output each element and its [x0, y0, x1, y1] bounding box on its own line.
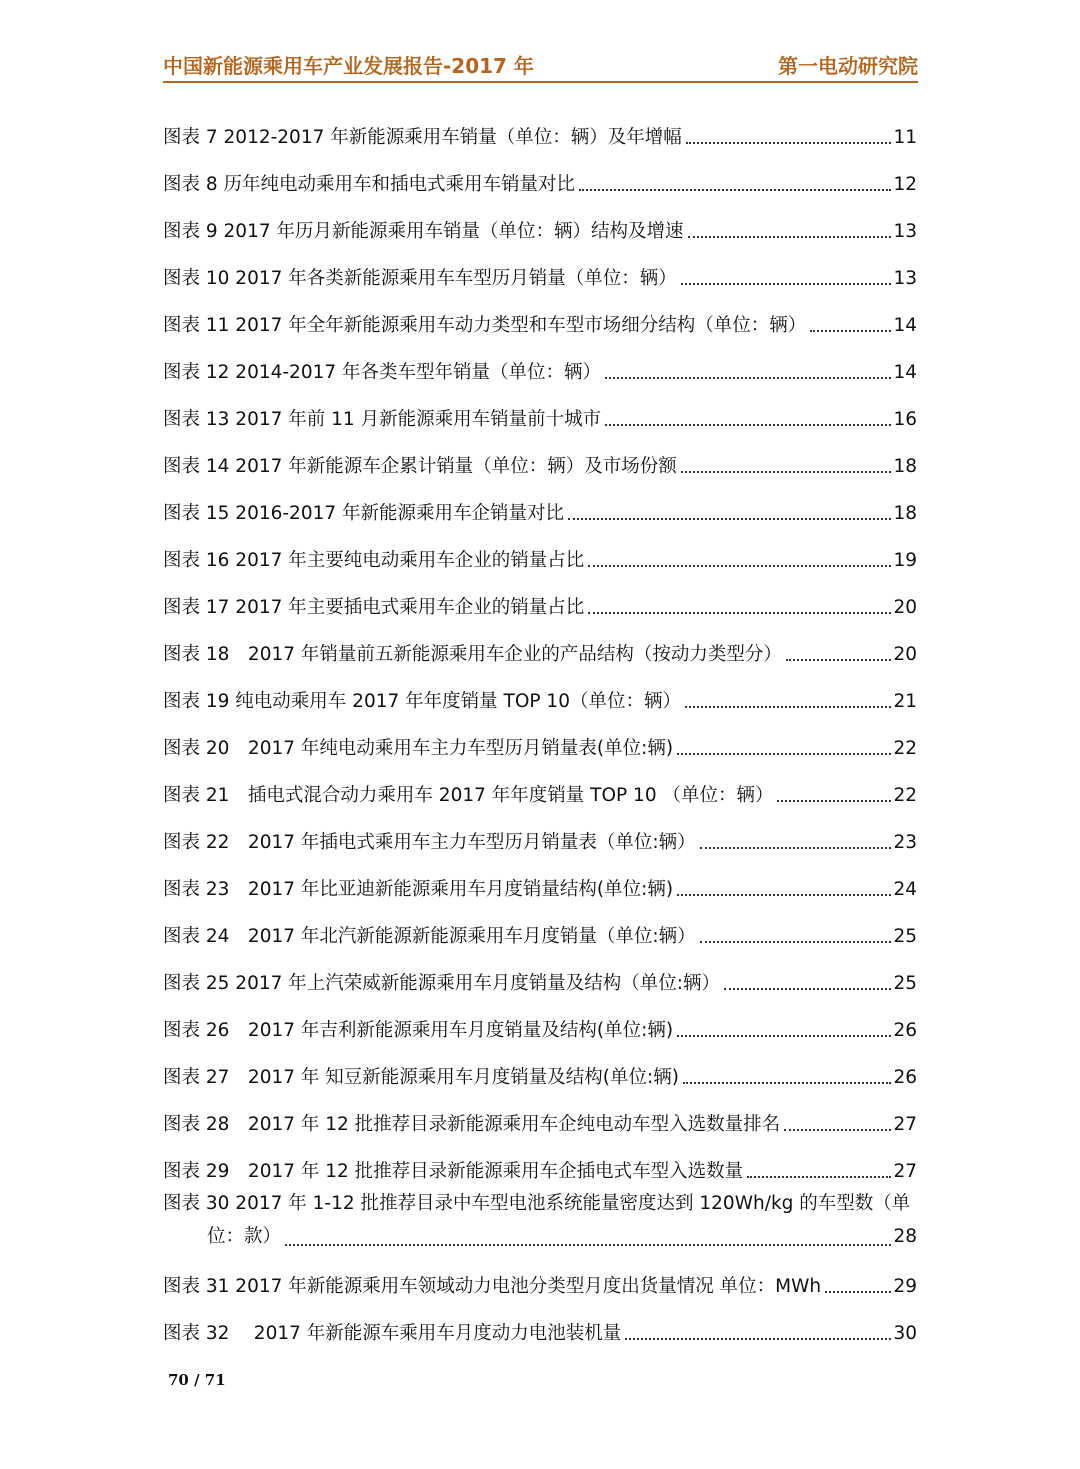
- dot-leader: [686, 142, 892, 144]
- toc-entry-page: 27: [893, 1161, 917, 1182]
- toc-entry-wrapped[interactable]: [163, 1185, 917, 1253]
- toc-entry[interactable]: [163, 104, 917, 151]
- dot-leader: [825, 1291, 891, 1293]
- toc-entry-page: 19: [893, 550, 917, 571]
- toc-entry-label: 图表 18 2017 年销量前五新能源乘用车企业的产品结构（按动力类型分）: [163, 644, 782, 665]
- toc-entry-label: 图表 17 2017 年主要插电式乘用车企业的销量占比: [163, 597, 585, 618]
- toc-entry-page: 21: [893, 691, 917, 712]
- dot-leader: [677, 894, 891, 896]
- toc-entry-label: 图表 23 2017 年比亚迪新能源乘用车月度销量结构(单位:辆): [163, 879, 674, 900]
- toc-entry-label: 图表 28 2017 年 12 批推荐目录新能源乘用车企纯电动车型入选数量排名: [163, 1114, 781, 1135]
- report-title: 中国新能源乘用车产业发展报告-2017 年: [163, 54, 534, 78]
- dot-leader: [568, 518, 891, 520]
- dot-leader: [677, 1035, 891, 1037]
- toc-entry[interactable]: [163, 151, 917, 198]
- toc-entry-page: 16: [893, 409, 917, 430]
- toc-entry-label: 图表 19 纯电动乘用车 2017 年年度销量 TOP 10（单位：辆）: [163, 691, 681, 712]
- dot-leader: [700, 941, 892, 943]
- toc-entry[interactable]: [163, 903, 917, 950]
- toc-entry-page: 26: [893, 1020, 917, 1041]
- toc-entry-label: 图表 11 2017 年全年新能源乘用车动力类型和车型市场细分结构（单位：辆）: [163, 315, 807, 336]
- toc-entry-label: 图表 21 插电式混合动力乘用车 2017 年年度销量 TOP 10 （单位：辆）: [163, 785, 774, 806]
- dot-leader: [588, 565, 891, 567]
- toc-entry-page: 14: [893, 315, 917, 336]
- dot-leader: [724, 988, 891, 990]
- toc-entry[interactable]: [163, 1300, 917, 1347]
- toc-entry[interactable]: [163, 1044, 917, 1091]
- toc-entry-label: 图表 32 2017 年新能源车乘用车月度动力电池装机量: [163, 1323, 622, 1344]
- toc-entry[interactable]: [163, 1138, 917, 1185]
- dot-leader: [579, 189, 891, 191]
- toc-entry[interactable]: [163, 433, 917, 480]
- toc-entry[interactable]: [163, 762, 917, 809]
- table-of-figures: [163, 104, 917, 1347]
- toc-entry-page: 18: [893, 456, 917, 477]
- toc-entry-label: 图表 15 2016-2017 年新能源乘用车企销量对比: [163, 503, 565, 524]
- toc-entry-label: 图表 9 2017 年历月新能源乘用车销量（单位：辆）结构及增速: [163, 221, 684, 242]
- toc-entry-label: 图表 26 2017 年吉利新能源乘用车月度销量及结构(单位:辆): [163, 1020, 674, 1041]
- toc-entry[interactable]: [163, 621, 917, 668]
- toc-entry-page: 20: [893, 597, 917, 618]
- toc-entry[interactable]: [163, 1091, 917, 1138]
- dot-leader: [677, 753, 891, 755]
- organization-name: 第一电动研究院: [778, 54, 918, 78]
- toc-entry-page: 22: [893, 785, 917, 806]
- toc-entry[interactable]: [163, 856, 917, 903]
- toc-entry-label: 图表 24 2017 年北汽新能源新能源乘用车月度销量（单位:辆）: [163, 926, 696, 947]
- toc-entry[interactable]: [163, 809, 917, 856]
- toc-entry[interactable]: [163, 339, 917, 386]
- toc-entry-page: 13: [893, 221, 917, 242]
- dot-leader: [747, 1176, 891, 1178]
- dot-leader: [681, 283, 892, 285]
- toc-entry-label: 图表 14 2017 年新能源车企累计销量（单位：辆）及市场份额: [163, 456, 677, 477]
- dot-leader: [786, 659, 892, 661]
- page-number: 70 / 71: [168, 1371, 226, 1389]
- toc-entry-page: 22: [893, 738, 917, 759]
- dot-leader: [605, 424, 891, 426]
- toc-entry[interactable]: [163, 574, 917, 621]
- toc-entry-label-line1: 图表 30 2017 年 1-12 批推荐目录中车型电池系统能量密度达到 120Wh/kg 的车型数（单: [163, 1193, 911, 1214]
- dot-leader: [625, 1338, 891, 1340]
- dot-leader: [605, 377, 891, 379]
- toc-entry-label: 图表 16 2017 年主要纯电动乘用车企业的销量占比: [163, 550, 585, 571]
- toc-entry[interactable]: [163, 292, 917, 339]
- toc-entry-label: 图表 10 2017 年各类新能源乘用车车型历月销量（单位：辆）: [163, 268, 677, 289]
- dot-leader: [688, 236, 892, 238]
- toc-entry[interactable]: [163, 480, 917, 527]
- toc-entry-page: 27: [893, 1114, 917, 1135]
- toc-entry-label-line2: 位：款）: [207, 1226, 282, 1247]
- toc-entry-label: 图表 25 2017 年上汽荣威新能源乘用车月度销量及结构（单位:辆）: [163, 973, 720, 994]
- dot-leader: [810, 330, 891, 332]
- toc-entry-label: 图表 7 2012-2017 年新能源乘用车销量（单位：辆）及年增幅: [163, 127, 682, 148]
- toc-entry-label: 图表 31 2017 年新能源乘用车领域动力电池分类型月度出货量情况 单位：MWh: [163, 1276, 822, 1297]
- toc-entry-page: 18: [893, 503, 917, 524]
- dot-leader: [777, 800, 891, 802]
- toc-entry-page: 24: [893, 879, 917, 900]
- dot-leader: [285, 1244, 891, 1246]
- toc-entry[interactable]: [163, 950, 917, 997]
- toc-entry-page: 20: [893, 644, 917, 665]
- toc-entry-page: 14: [893, 362, 917, 383]
- toc-entry-label: 图表 13 2017 年前 11 月新能源乘用车销量前十城市: [163, 409, 602, 430]
- toc-entry-label: 图表 12 2014-2017 年各类车型年销量（单位：辆）: [163, 362, 602, 383]
- toc-entry[interactable]: [163, 245, 917, 292]
- toc-entry-page: 23: [893, 832, 917, 853]
- toc-entry-page: 29: [893, 1276, 917, 1297]
- dot-leader: [700, 847, 892, 849]
- toc-entry[interactable]: [163, 198, 917, 245]
- toc-entry-page: 26: [893, 1067, 917, 1088]
- toc-entry[interactable]: [163, 527, 917, 574]
- toc-entry-page: 13: [893, 268, 917, 289]
- toc-entry-page: 30: [893, 1323, 917, 1344]
- header-divider: [163, 81, 918, 83]
- dot-leader: [681, 471, 892, 473]
- toc-entry[interactable]: [163, 715, 917, 762]
- toc-entry-page: 28: [893, 1226, 917, 1247]
- toc-entry-page: 12: [893, 174, 917, 195]
- toc-entry[interactable]: [163, 386, 917, 433]
- toc-entry-label: 图表 29 2017 年 12 批推荐目录新能源乘用车企插电式车型入选数量: [163, 1161, 744, 1182]
- toc-entry-page: 11: [893, 127, 917, 148]
- dot-leader: [683, 1082, 892, 1084]
- toc-entry[interactable]: [163, 668, 917, 715]
- toc-entry-label: 图表 20 2017 年纯电动乘用车主力车型历月销量表(单位:辆): [163, 738, 674, 759]
- toc-entry-page: 25: [893, 973, 917, 994]
- dot-leader: [685, 706, 891, 708]
- dot-leader: [784, 1129, 891, 1131]
- toc-entry-page: 25: [893, 926, 917, 947]
- toc-entry-label: 图表 27 2017 年 知豆新能源乘用车月度销量及结构(单位:辆): [163, 1067, 679, 1088]
- page-header: [163, 50, 918, 82]
- dot-leader: [588, 612, 891, 614]
- toc-entry-label: 图表 22 2017 年插电式乘用车主力车型历月销量表（单位:辆）: [163, 832, 696, 853]
- toc-entry[interactable]: [163, 1253, 917, 1300]
- toc-entry[interactable]: [163, 997, 917, 1044]
- toc-entry-label: 图表 8 历年纯电动乘用车和插电式乘用车销量对比: [163, 174, 576, 195]
